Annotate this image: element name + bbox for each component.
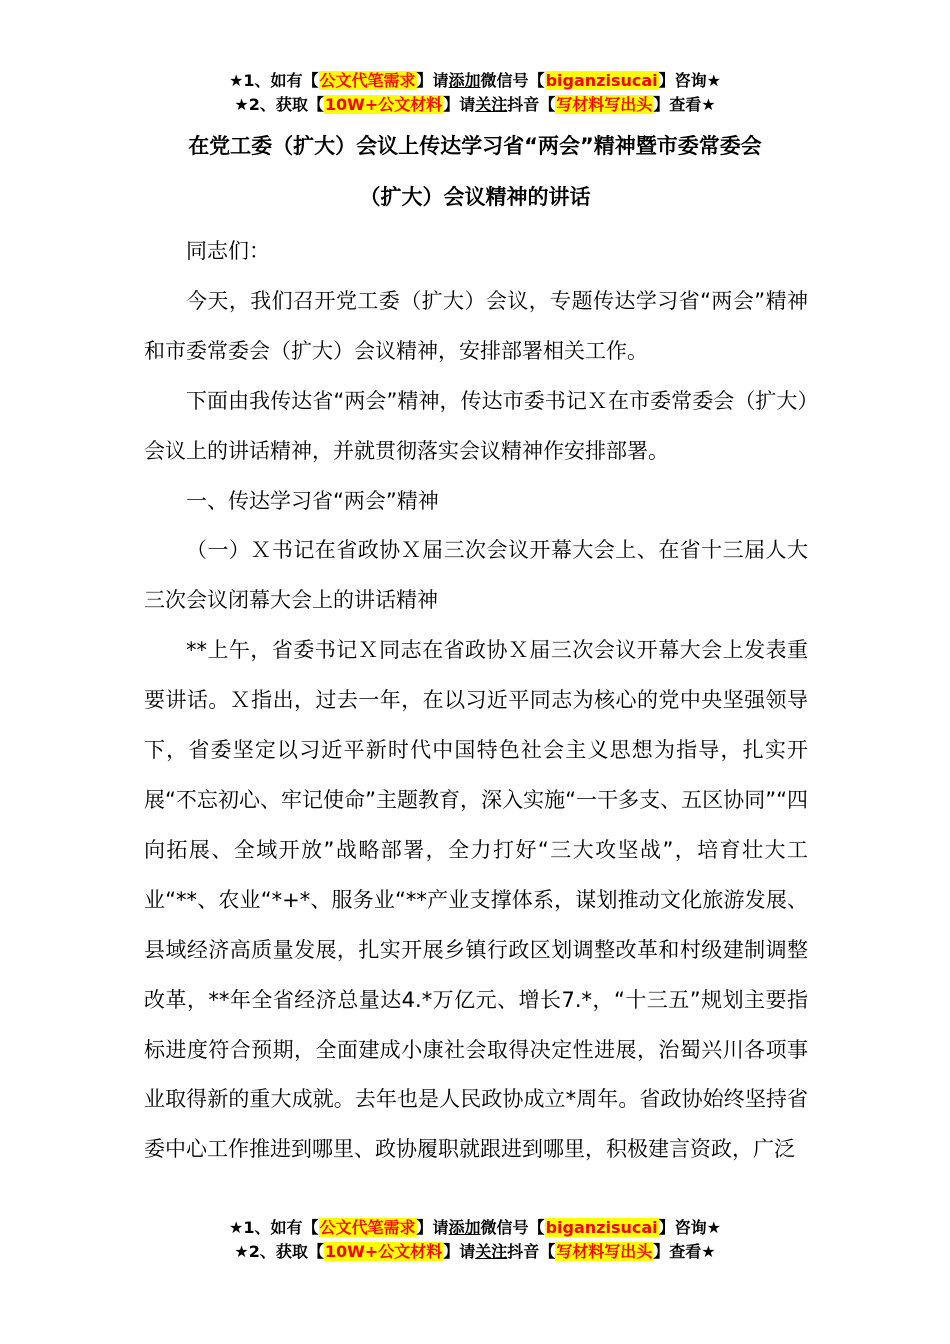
subsection-heading: （一）Ｘ书记在省政协Ｘ届三次会议开幕大会上、在省十三届人大三次会议闭幕大会上的讲话精神 bbox=[144, 538, 808, 613]
banner-highlight: 公文代笔需求 bbox=[319, 71, 416, 90]
banner-text: 】查看★ bbox=[653, 95, 716, 114]
body-paragraph: **上午，省委书记Ｘ同志在省政协Ｘ届三次会议开幕大会上发表重要讲话。Ｘ指出，过去一年，在以习近平同志为核心的党中央坚强领导下，省委坚定以习近平新时代中国特色社会主义思想为指导，扎实开展“不忘初心、牢记使命”主题教育，深入实施“一干多支、五区协同”“四向拓展、全域开放”战略部署，全力打好“三大攻坚战”，培育壮大工业“**、农业“*+*、服务业“**产业支撑体系，谋划推动文化旅游发展、县域经济高质量发展，扎实开展乡镇行政区划调整改革和村级建制调整改革，**年全省经济总量达4.*万亿元、增长7.*，“十三五”规划主要指标进度符合预期，全面建成小康社会取得决定性进展，治蜀兴川各项事业取得新的重大成就。去年也是人民政协成立*周年。省政协始终坚持省委中心工作推进到哪里、政协履职就跟进到哪里，积极建言资政，广泛 bbox=[144, 638, 808, 1162]
banner-line-1 bbox=[0, 1217, 950, 1241]
banner-highlight: 10W+公文材料 bbox=[324, 1242, 443, 1261]
banner-text: 】请 bbox=[443, 95, 476, 114]
banner-text: 抖音【 bbox=[507, 95, 556, 114]
banner-highlight: 公文代笔需求 bbox=[319, 1218, 416, 1237]
banner-line-2 bbox=[0, 1241, 950, 1265]
document-body bbox=[144, 227, 808, 1175]
banner-text: 】请 bbox=[443, 1242, 476, 1261]
banner-text: 微信号【 bbox=[480, 1218, 545, 1237]
banner-underline: 关注 bbox=[475, 95, 508, 114]
body-paragraph: 下面由我传达省“两会”精神，传达市委书记Ｘ在市委常委会（扩大）会议上的讲话精神，并就贯彻落实会议精神作安排部署。 bbox=[144, 388, 808, 463]
banner-text: 微信号【 bbox=[480, 71, 545, 90]
banner-text: ★2、获取【 bbox=[234, 1242, 324, 1261]
document-title-line-1: 在党工委（扩大）会议上传达学习省“两会”精神暨市委常委会 bbox=[188, 134, 762, 158]
document-title-line-2: （扩大）会议精神的讲话 bbox=[359, 185, 591, 209]
banner-underline: 添加 bbox=[448, 1218, 481, 1237]
banner-text: ★1、如有【 bbox=[229, 1218, 319, 1237]
body-paragraph: 今天，我们召开党工委（扩大）会议，专题传达学习省“两会”精神和市委常委会（扩大）会议精神，安排部署相关工作。 bbox=[144, 288, 808, 363]
banner-text: 】查看★ bbox=[653, 1242, 716, 1261]
banner-line-2 bbox=[0, 94, 950, 118]
banner-highlight: 写材料写出头 bbox=[556, 95, 653, 114]
salutation: 同志们： bbox=[186, 239, 270, 263]
banner-underline: 添加 bbox=[448, 71, 481, 90]
banner-text: 抖音【 bbox=[507, 1242, 556, 1261]
banner-highlight: biganzisucai bbox=[545, 1218, 658, 1237]
header-banner bbox=[0, 70, 950, 118]
banner-highlight: 10W+公文材料 bbox=[324, 95, 443, 114]
banner-text: 】请 bbox=[416, 1218, 449, 1237]
banner-text: 】请 bbox=[416, 71, 449, 90]
banner-highlight: 写材料写出头 bbox=[556, 1242, 653, 1261]
banner-line-1 bbox=[0, 70, 950, 94]
section-heading: 一、传达学习省“两会”精神 bbox=[186, 488, 439, 513]
banner-highlight: biganzisucai bbox=[545, 71, 658, 90]
banner-text: ★1、如有【 bbox=[229, 71, 319, 90]
footer-banner bbox=[0, 1217, 950, 1265]
banner-text: 】咨询★ bbox=[658, 1218, 721, 1237]
banner-underline: 关注 bbox=[475, 1242, 508, 1261]
banner-text: 】咨询★ bbox=[658, 71, 721, 90]
banner-text: ★2、获取【 bbox=[234, 95, 324, 114]
